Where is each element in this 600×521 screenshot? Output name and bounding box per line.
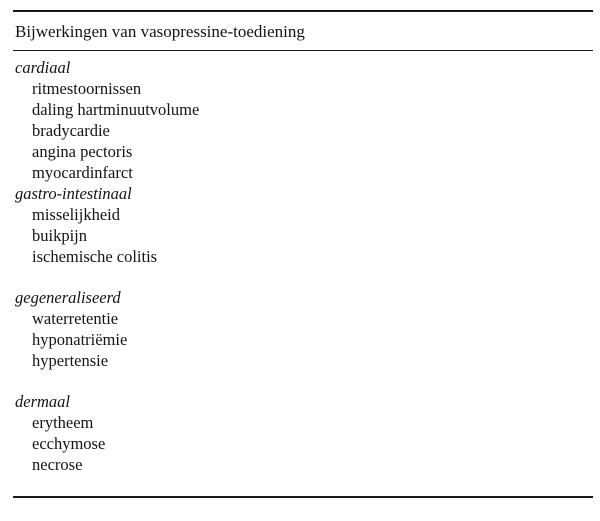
list-item: hypertensie xyxy=(32,351,109,371)
group-heading: gastro-intestinaal xyxy=(15,184,132,204)
side-effects-table xyxy=(13,10,593,498)
group-heading: gegeneraliseerd xyxy=(15,288,121,308)
list-item: misselijkheid xyxy=(32,205,120,225)
group-dermaal xyxy=(13,391,593,479)
top-rule xyxy=(13,10,593,12)
list-item: bradycardie xyxy=(32,121,110,141)
group-heading: cardiaal xyxy=(15,58,71,78)
list-item: hyponatriëmie xyxy=(32,330,128,350)
list-item: waterretentie xyxy=(32,309,119,329)
list-item: myocardinfarct xyxy=(32,163,133,183)
list-item: daling hartminuutvolume xyxy=(32,100,200,120)
list-item: angina pectoris xyxy=(32,142,133,162)
list-item: necrose xyxy=(32,455,83,475)
bottom-rule xyxy=(13,496,593,498)
list-item: ischemische colitis xyxy=(32,247,158,267)
list-item: ritmestoornissen xyxy=(32,79,142,99)
group-cardiaal xyxy=(13,57,593,183)
group-heading: dermaal xyxy=(15,392,70,412)
list-item: erytheem xyxy=(32,413,94,433)
group-gastro-intestinaal xyxy=(13,183,593,287)
table-title: Bijwerkingen van vasopressine-toediening xyxy=(15,21,305,41)
list-item: ecchymose xyxy=(32,434,106,454)
table-body xyxy=(13,51,593,496)
group-gegeneraliseerd xyxy=(13,287,593,391)
list-item: buikpijn xyxy=(32,226,88,246)
